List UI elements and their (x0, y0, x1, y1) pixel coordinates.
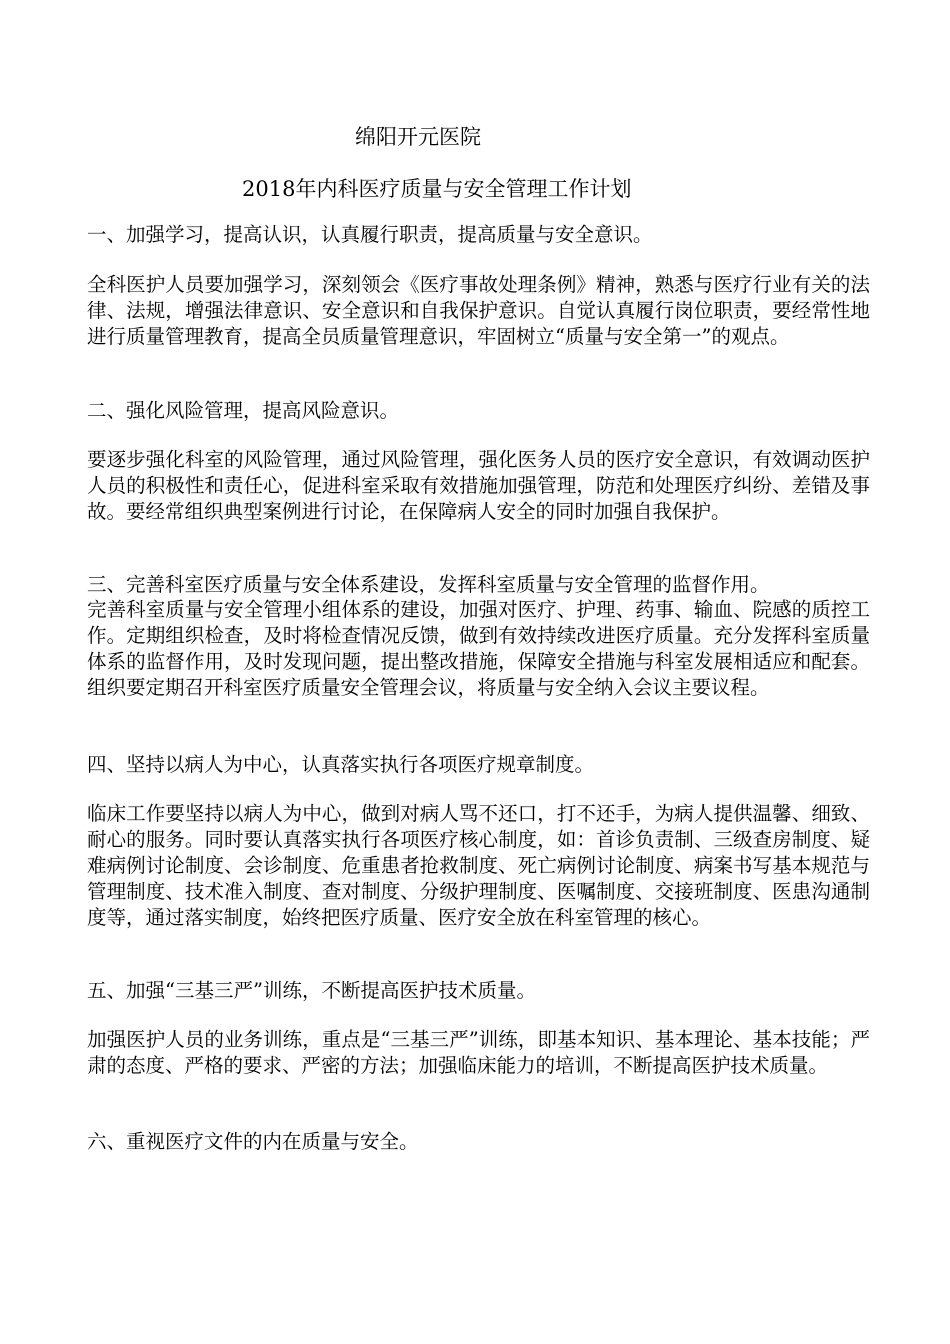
section-6-heading: 六、重视医疗文件的内在质量与安全。 (87, 1130, 419, 1153)
section-2-body: 要逐步强化科室的风险管理，通过风险管理，强化医务人员的医疗安全意识，有效调动医护人员的积极性和责任心，促进科室采取有效措施加强管理，防范和处理医疗纠纷、差错及事故。要经常组织典型案例进行讨论，在保障病人安全的同时加强自我保护。 (87, 448, 870, 523)
section-3-body: 完善科室质量与安全管理小组体系的建设，加强对医疗、护理、药事、输血、院感的质控工作。定期组织检查，及时将检查情况反馈，做到有效持续改进医疗质量。充分发挥科室质量体系的监督作用，及时发现问题，提出整改措施，保障安全措施与科室发展相适应和配套。组织要定期召开科室医疗质量安全管理会议，将质量与安全纳入会议主要议程。 (87, 598, 870, 699)
section-4-heading: 四、坚持以病人为中心，认真落实执行各项医疗规章制度。 (87, 753, 595, 776)
organization-title: 绵阳开元医院 (355, 125, 481, 149)
section-1-heading: 一、加强学习，提高认识，认真履行职责，提高质量与安全意识。 (87, 223, 653, 246)
section-5-body: 加强医护人员的业务训练，重点是“三基三严”训练，即基本知识、基本理论、基本技能；严肃的态度、严格的要求、严密的方法；加强临床能力的培训，不断提高医护技术质量。 (87, 1028, 870, 1077)
document-page (87, 0, 870, 1344)
section-5-heading: 五、加强“三基三严”训练，不断提高医护技术质量。 (87, 979, 536, 1002)
section-2-heading: 二、强化风险管理，提高风险意识。 (87, 399, 400, 422)
section-3-heading: 三、完善科室医疗质量与安全体系建设，发挥科室质量与安全管理的监督作用。 (87, 573, 770, 596)
section-1-body: 全科医护人员要加强学习，深刻领会《医疗事故处理条例》精神，熟悉与医疗行业有关的法律、法规，增强法律意识、安全意识和自我保护意识。自觉认真履行岗位职责，要经常性地进行质量管理教育，提高全员质量管理意识，牢固树立“质量与安全第一”的观点。 (87, 273, 870, 348)
section-4-body: 临床工作要坚持以病人为中心，做到对病人骂不还口，打不还手，为病人提供温馨、细致、耐心的服务。同时要认真落实执行各项医疗核心制度，如：首诊负责制、三级查房制度、疑难病例讨论制度、会诊制度、危重患者抢救制度、死亡病例讨论制度、病案书写基本规范与管理制度、技术准入制度、查对制度、分级护理制度、医嘱制度、交接班制度、医患沟通制度等，通过落实制度，始终把医疗质量、医疗安全放在科室管理的核心。 (87, 802, 870, 929)
plan-title: 2018年内科医疗质量与安全管理工作计划 (242, 177, 632, 201)
